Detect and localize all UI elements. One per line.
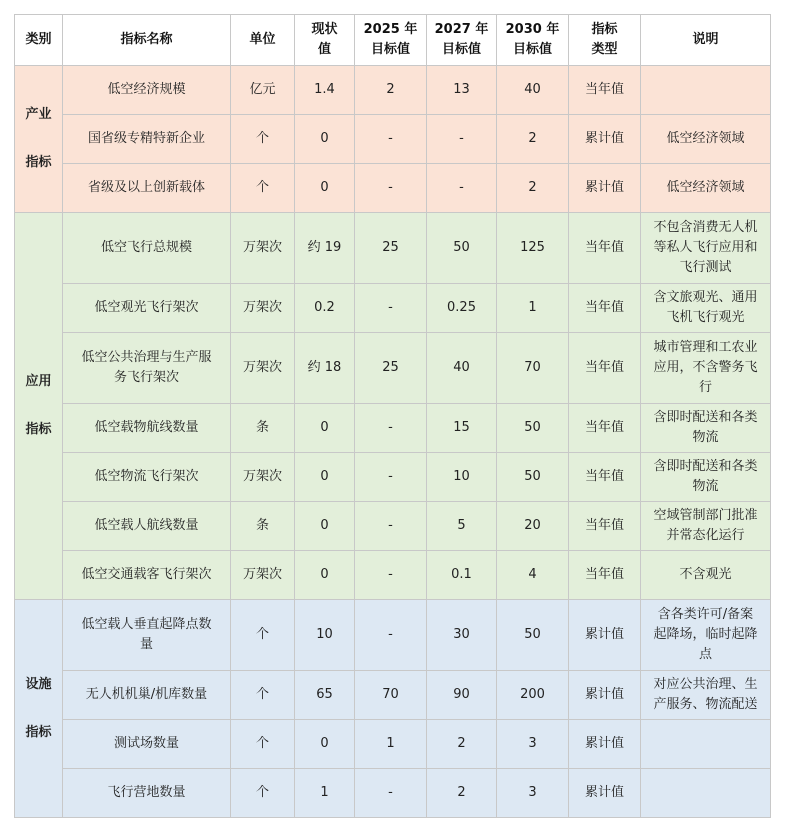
target-2025-cell: - bbox=[355, 769, 427, 818]
target-2025-cell: - bbox=[355, 600, 427, 671]
category-spacer bbox=[18, 394, 59, 418]
current-value-cell: 约 18 bbox=[295, 333, 355, 404]
table-row bbox=[15, 769, 771, 818]
category-label-line1: 设施 bbox=[25, 676, 52, 692]
current-value-cell: 0 bbox=[295, 404, 355, 453]
current-value-cell: 0.2 bbox=[295, 284, 355, 333]
indicator-type-cell: 当年值 bbox=[569, 453, 641, 502]
target-2027-cell: 2 bbox=[427, 720, 497, 769]
target-2030-cell: 1 bbox=[497, 284, 569, 333]
target-2030-cell: 50 bbox=[497, 600, 569, 671]
unit-cell: 万架次 bbox=[231, 284, 295, 333]
target-2030-cell: 2 bbox=[497, 115, 569, 164]
target-2025-cell: - bbox=[355, 404, 427, 453]
unit-cell: 个 bbox=[231, 769, 295, 818]
header-indicator-type: 指标 类型 bbox=[569, 15, 641, 66]
category-label-line1: 应用 bbox=[25, 374, 52, 389]
indicator-name-cell: 低空经济规模 bbox=[63, 66, 231, 115]
table-row bbox=[15, 404, 771, 453]
indicator-type-cell: 当年值 bbox=[569, 213, 641, 284]
indicator-type-cell: 累计值 bbox=[569, 769, 641, 818]
description-cell: 含即时配送和各类 物流 bbox=[641, 404, 771, 453]
unit-cell: 个 bbox=[231, 600, 295, 671]
unit-cell: 个 bbox=[231, 164, 295, 213]
unit-cell: 个 bbox=[231, 671, 295, 720]
category-cell bbox=[15, 213, 63, 600]
unit-cell: 条 bbox=[231, 502, 295, 551]
table-row bbox=[15, 66, 771, 115]
header-unit: 单位 bbox=[231, 15, 295, 66]
indicator-type-cell: 当年值 bbox=[569, 284, 641, 333]
indicator-name-cell: 飞行营地数量 bbox=[63, 769, 231, 818]
target-2027-cell: 30 bbox=[427, 600, 497, 671]
category-spacer bbox=[18, 127, 59, 151]
target-2030-cell: 3 bbox=[497, 769, 569, 818]
target-2025-cell: - bbox=[355, 551, 427, 600]
target-2030-cell: 200 bbox=[497, 671, 569, 720]
current-value-cell: 0 bbox=[295, 502, 355, 551]
indicator-name-cell: 省级及以上创新载体 bbox=[63, 164, 231, 213]
indicator-name-cell: 低空公共治理与生产服 务飞行架次 bbox=[63, 333, 231, 404]
category-cell bbox=[15, 66, 63, 213]
category-cell bbox=[15, 600, 63, 818]
target-2027-cell: - bbox=[427, 164, 497, 213]
indicator-name-cell: 低空交通载客飞行架次 bbox=[63, 551, 231, 600]
indicator-name-cell: 无人机机巢/机库数量 bbox=[63, 671, 231, 720]
description-cell: 低空经济领域 bbox=[641, 164, 771, 213]
unit-cell: 条 bbox=[231, 404, 295, 453]
target-2027-cell: 2 bbox=[427, 769, 497, 818]
description-cell: 城市管理和工农业 应用，不含警务飞 行 bbox=[641, 333, 771, 404]
indicator-type-cell: 当年值 bbox=[569, 404, 641, 453]
description-cell bbox=[641, 66, 771, 115]
current-value-cell: 10 bbox=[295, 600, 355, 671]
table-row bbox=[15, 600, 771, 671]
table-row bbox=[15, 213, 771, 284]
description-cell: 对应公共治理、生 产服务、物流配送 bbox=[641, 671, 771, 720]
target-2027-cell: 10 bbox=[427, 453, 497, 502]
target-2025-cell: - bbox=[355, 115, 427, 164]
current-value-cell: 1 bbox=[295, 769, 355, 818]
target-2030-cell: 50 bbox=[497, 453, 569, 502]
indicator-type-cell: 累计值 bbox=[569, 164, 641, 213]
unit-cell: 个 bbox=[231, 720, 295, 769]
unit-cell: 亿元 bbox=[231, 66, 295, 115]
description-cell bbox=[641, 720, 771, 769]
unit-cell: 万架次 bbox=[231, 213, 295, 284]
target-2025-cell: - bbox=[355, 502, 427, 551]
table-row bbox=[15, 671, 771, 720]
table-body bbox=[15, 66, 771, 818]
target-2027-cell: 50 bbox=[427, 213, 497, 284]
target-2030-cell: 70 bbox=[497, 333, 569, 404]
header-category: 类别 bbox=[15, 15, 63, 66]
current-value-cell: 0 bbox=[295, 164, 355, 213]
indicator-table bbox=[14, 14, 771, 818]
header-indicator-name: 指标名称 bbox=[63, 15, 231, 66]
target-2030-cell: 40 bbox=[497, 66, 569, 115]
current-value-cell: 0 bbox=[295, 551, 355, 600]
target-2025-cell: - bbox=[355, 453, 427, 502]
unit-cell: 万架次 bbox=[231, 551, 295, 600]
target-2030-cell: 3 bbox=[497, 720, 569, 769]
target-2025-cell: 25 bbox=[355, 213, 427, 284]
indicator-type-cell: 累计值 bbox=[569, 671, 641, 720]
description-cell: 低空经济领域 bbox=[641, 115, 771, 164]
unit-cell: 个 bbox=[231, 115, 295, 164]
indicator-type-cell: 累计值 bbox=[569, 600, 641, 671]
target-2025-cell: 25 bbox=[355, 333, 427, 404]
indicator-type-cell: 当年值 bbox=[569, 333, 641, 404]
table-row bbox=[15, 502, 771, 551]
table-row bbox=[15, 720, 771, 769]
table-row bbox=[15, 453, 771, 502]
current-value-cell: 1.4 bbox=[295, 66, 355, 115]
table-row bbox=[15, 284, 771, 333]
target-2027-cell: 0.25 bbox=[427, 284, 497, 333]
indicator-name-cell: 低空载物航线数量 bbox=[63, 404, 231, 453]
table-row bbox=[15, 164, 771, 213]
target-2025-cell: 1 bbox=[355, 720, 427, 769]
header-current-value: 现状 值 bbox=[295, 15, 355, 66]
target-2025-cell: - bbox=[355, 164, 427, 213]
current-value-cell: 0 bbox=[295, 720, 355, 769]
description-cell: 空域管制部门批准 并常态化运行 bbox=[641, 502, 771, 551]
header-description: 说明 bbox=[641, 15, 771, 66]
header-row bbox=[15, 15, 771, 66]
indicator-type-cell: 累计值 bbox=[569, 115, 641, 164]
current-value-cell: 0 bbox=[295, 115, 355, 164]
header-2030-target: 2030 年 目标值 bbox=[497, 15, 569, 66]
target-2025-cell: 2 bbox=[355, 66, 427, 115]
category-label-line2: 指标 bbox=[25, 724, 52, 740]
target-2027-cell: 0.1 bbox=[427, 551, 497, 600]
target-2027-cell: - bbox=[427, 115, 497, 164]
indicator-name-cell: 低空观光飞行架次 bbox=[63, 284, 231, 333]
category-label-line2: 指标 bbox=[25, 422, 52, 437]
description-cell: 含文旅观光、通用 飞机飞行观光 bbox=[641, 284, 771, 333]
target-2027-cell: 15 bbox=[427, 404, 497, 453]
current-value-cell: 约 19 bbox=[295, 213, 355, 284]
description-cell: 不含观光 bbox=[641, 551, 771, 600]
indicator-name-cell: 低空物流飞行架次 bbox=[63, 453, 231, 502]
table-row bbox=[15, 551, 771, 600]
current-value-cell: 65 bbox=[295, 671, 355, 720]
indicator-name-cell: 低空载人垂直起降点数 量 bbox=[63, 600, 231, 671]
target-2030-cell: 2 bbox=[497, 164, 569, 213]
description-cell: 不包含消费无人机 等私人飞行应用和 飞行测试 bbox=[641, 213, 771, 284]
indicator-type-cell: 累计值 bbox=[569, 720, 641, 769]
description-cell bbox=[641, 769, 771, 818]
target-2025-cell: - bbox=[355, 284, 427, 333]
indicator-name-cell: 低空载人航线数量 bbox=[63, 502, 231, 551]
indicator-type-cell: 当年值 bbox=[569, 502, 641, 551]
indicator-name-cell: 测试场数量 bbox=[63, 720, 231, 769]
target-2027-cell: 13 bbox=[427, 66, 497, 115]
indicator-type-cell: 当年值 bbox=[569, 551, 641, 600]
category-label-line2: 指标 bbox=[25, 155, 52, 170]
description-cell: 含各类许可/备案 起降场，临时起降 点 bbox=[641, 600, 771, 671]
current-value-cell: 0 bbox=[295, 453, 355, 502]
indicator-name-cell: 低空飞行总规模 bbox=[63, 213, 231, 284]
description-cell: 含即时配送和各类 物流 bbox=[641, 453, 771, 502]
indicator-name-cell: 国省级专精特新企业 bbox=[63, 115, 231, 164]
target-2030-cell: 20 bbox=[497, 502, 569, 551]
unit-cell: 万架次 bbox=[231, 333, 295, 404]
table-row bbox=[15, 333, 771, 404]
target-2030-cell: 4 bbox=[497, 551, 569, 600]
target-2030-cell: 50 bbox=[497, 404, 569, 453]
header-2027-target: 2027 年 目标值 bbox=[427, 15, 497, 66]
target-2027-cell: 40 bbox=[427, 333, 497, 404]
category-spacer bbox=[18, 697, 59, 721]
header-2025-target: 2025 年 目标值 bbox=[355, 15, 427, 66]
target-2027-cell: 5 bbox=[427, 502, 497, 551]
table-row bbox=[15, 115, 771, 164]
indicator-type-cell: 当年值 bbox=[569, 66, 641, 115]
unit-cell: 万架次 bbox=[231, 453, 295, 502]
target-2027-cell: 90 bbox=[427, 671, 497, 720]
category-label-line1: 产业 bbox=[25, 107, 52, 122]
target-2025-cell: 70 bbox=[355, 671, 427, 720]
target-2030-cell: 125 bbox=[497, 213, 569, 284]
